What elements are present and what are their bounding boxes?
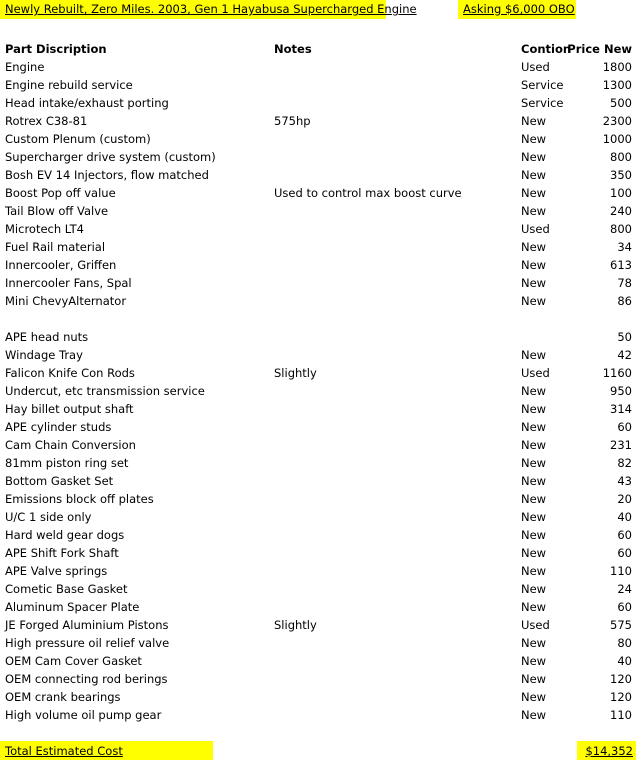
price-cell: 120: [610, 690, 632, 704]
price-cell: 60: [617, 546, 632, 560]
price-cell: 60: [617, 420, 632, 434]
part-name-cell: Cometic Base Gasket: [5, 582, 128, 596]
price-cell: 110: [610, 708, 632, 722]
table-row: [0, 528, 639, 546]
table-row: [0, 654, 639, 672]
part-name-cell: Cam Chain Conversion: [5, 438, 136, 452]
part-name-cell: Innercooler, Griffen: [5, 258, 117, 272]
column-header-price: Price New: [567, 42, 632, 56]
table-row: [0, 348, 639, 366]
part-name-cell: Bottom Gasket Set: [5, 474, 114, 488]
price-cell: 1800: [602, 60, 632, 74]
column-header-notes: Notes: [274, 42, 312, 56]
condition-cell: New: [521, 204, 547, 218]
part-name-cell: Innercooler Fans, Spal: [5, 276, 132, 290]
table-row: [0, 168, 639, 186]
condition-cell: New: [521, 636, 547, 650]
table-row: [0, 690, 639, 708]
price-cell: 82: [617, 456, 632, 470]
part-name-cell: Custom Plenum (custom): [5, 132, 151, 146]
condition-cell: New: [521, 348, 547, 362]
price-cell: 42: [617, 348, 632, 362]
condition-cell: New: [521, 546, 547, 560]
condition-cell: Service: [521, 78, 564, 92]
condition-cell: New: [521, 600, 547, 614]
part-name-cell: Bosh EV 14 Injectors, flow matched: [5, 168, 209, 182]
condition-cell: Used: [521, 222, 550, 236]
condition-cell: New: [521, 474, 547, 488]
part-name-cell: Engine rebuild service: [5, 78, 133, 92]
table-row: [0, 636, 639, 654]
table-row: [0, 330, 639, 348]
table-row: [0, 312, 639, 330]
condition-cell: New: [521, 420, 547, 434]
part-name-cell: OEM crank bearings: [5, 690, 121, 704]
part-name-cell: Microtech LT4: [5, 222, 84, 236]
condition-cell: New: [521, 294, 547, 308]
price-cell: 350: [610, 168, 632, 182]
condition-cell: Used: [521, 366, 550, 380]
price-cell: 800: [610, 150, 632, 164]
price-cell: 110: [610, 564, 632, 578]
part-name-cell: 81mm piston ring set: [5, 456, 129, 470]
page-title: Newly Rebuilt, Zero Miles. 2003, Gen 1 Hayabusa Supercharged Engine: [5, 2, 417, 16]
condition-cell: New: [521, 276, 547, 290]
condition-cell: New: [521, 402, 547, 416]
table-row: [0, 546, 639, 564]
condition-cell: New: [521, 168, 547, 182]
price-cell: 500: [610, 96, 632, 110]
table-row: [0, 438, 639, 456]
table-row: [0, 78, 639, 96]
column-header-condition: Contion: [521, 42, 572, 56]
price-cell: 50: [617, 330, 632, 344]
condition-cell: New: [521, 690, 547, 704]
price-cell: 1300: [602, 78, 632, 92]
condition-cell: New: [521, 132, 547, 146]
price-cell: 575: [610, 618, 632, 632]
table-row: [0, 60, 639, 78]
condition-cell: New: [521, 510, 547, 524]
condition-cell: New: [521, 564, 547, 578]
price-cell: 60: [617, 600, 632, 614]
total-label: Total Estimated Cost: [5, 744, 123, 758]
price-cell: 1000: [602, 132, 632, 146]
condition-cell: New: [521, 672, 547, 686]
part-name-cell: OEM Cam Cover Gasket: [5, 654, 142, 668]
notes-cell: Used to control max boost curve: [274, 186, 462, 200]
table-row: [0, 384, 639, 402]
notes-cell: 575hp: [274, 114, 311, 128]
price-cell: 20: [617, 492, 632, 506]
table-row: [0, 132, 639, 150]
table-row: [0, 204, 639, 222]
table-row: [0, 294, 639, 312]
condition-cell: Used: [521, 618, 550, 632]
table-row: [0, 114, 639, 132]
price-cell: 40: [617, 510, 632, 524]
column-header-part: Part Discription: [5, 42, 107, 56]
price-cell: 60: [617, 528, 632, 542]
table-row: [0, 150, 639, 168]
part-name-cell: Rotrex C38-81: [5, 114, 88, 128]
part-name-cell: APE head nuts: [5, 330, 89, 344]
price-cell: 2300: [602, 114, 632, 128]
price-cell: 43: [617, 474, 632, 488]
price-cell: 80: [617, 636, 632, 650]
part-name-cell: Engine: [5, 60, 45, 74]
table-row: [0, 600, 639, 618]
part-name-cell: OEM connecting rod berings: [5, 672, 168, 686]
table-row: [0, 366, 639, 384]
condition-cell: New: [521, 114, 547, 128]
price-cell: 231: [610, 438, 632, 452]
part-name-cell: Aluminum Spacer Plate: [5, 600, 140, 614]
part-name-cell: Emissions block off plates: [5, 492, 154, 506]
asking-price: Asking $6,000 OBO: [463, 2, 575, 16]
part-name-cell: Falicon Knife Con Rods: [5, 366, 135, 380]
part-name-cell: Supercharger drive system (custom): [5, 150, 216, 164]
part-name-cell: APE Valve springs: [5, 564, 108, 578]
table-row: [0, 186, 639, 204]
part-name-cell: Boost Pop off value: [5, 186, 116, 200]
table-row: [0, 258, 639, 276]
part-name-cell: JE Forged Aluminium Pistons: [5, 618, 169, 632]
price-cell: 1160: [602, 366, 632, 380]
condition-cell: New: [521, 240, 547, 254]
price-cell: 34: [617, 240, 632, 254]
table-row: [0, 582, 639, 600]
condition-cell: New: [521, 150, 547, 164]
price-cell: 78: [617, 276, 632, 290]
condition-cell: Used: [521, 60, 550, 74]
table-row: [0, 672, 639, 690]
part-name-cell: Windage Tray: [5, 348, 83, 362]
notes-cell: Slightly: [274, 366, 317, 380]
price-cell: 950: [610, 384, 632, 398]
part-name-cell: Undercut, etc transmission service: [5, 384, 205, 398]
part-name-cell: Fuel Rail material: [5, 240, 106, 254]
table-row: [0, 708, 639, 726]
part-name-cell: Hard weld gear dogs: [5, 528, 125, 542]
price-cell: 86: [617, 294, 632, 308]
part-name-cell: Hay billet output shaft: [5, 402, 134, 416]
part-name-cell: U/C 1 side only: [5, 510, 92, 524]
condition-cell: New: [521, 456, 547, 470]
price-cell: 24: [617, 582, 632, 596]
price-cell: 800: [610, 222, 632, 236]
total-value: $14,352: [585, 744, 633, 758]
table-row: [0, 222, 639, 240]
price-cell: 100: [610, 186, 632, 200]
part-name-cell: APE Shift Fork Shaft: [5, 546, 119, 560]
condition-cell: New: [521, 186, 547, 200]
notes-cell: Slightly: [274, 618, 317, 632]
part-name-cell: High volume oil pump gear: [5, 708, 162, 722]
price-cell: 613: [610, 258, 632, 272]
condition-cell: New: [521, 654, 547, 668]
table-row: [0, 240, 639, 258]
table-row: [0, 564, 639, 582]
table-row: [0, 474, 639, 492]
part-name-cell: Mini ChevyAlternator: [5, 294, 127, 308]
part-name-cell: Head intake/exhaust porting: [5, 96, 169, 110]
price-cell: 40: [617, 654, 632, 668]
table-row: [0, 276, 639, 294]
table-row: [0, 402, 639, 420]
price-cell: 120: [610, 672, 632, 686]
part-name-cell: High pressure oil relief valve: [5, 636, 170, 650]
part-name-cell: APE cylinder studs: [5, 420, 112, 434]
table-row: [0, 492, 639, 510]
condition-cell: New: [521, 582, 547, 596]
condition-cell: New: [521, 492, 547, 506]
condition-cell: New: [521, 384, 547, 398]
condition-cell: New: [521, 438, 547, 452]
condition-cell: New: [521, 528, 547, 542]
table-row: [0, 510, 639, 528]
price-cell: 314: [610, 402, 632, 416]
part-name-cell: Tail Blow off Valve: [5, 204, 109, 218]
table-row: [0, 456, 639, 474]
table-row: [0, 96, 639, 114]
condition-cell: New: [521, 708, 547, 722]
condition-cell: Service: [521, 96, 564, 110]
price-cell: 240: [610, 204, 632, 218]
table-row: [0, 420, 639, 438]
table-row: [0, 618, 639, 636]
condition-cell: New: [521, 258, 547, 272]
